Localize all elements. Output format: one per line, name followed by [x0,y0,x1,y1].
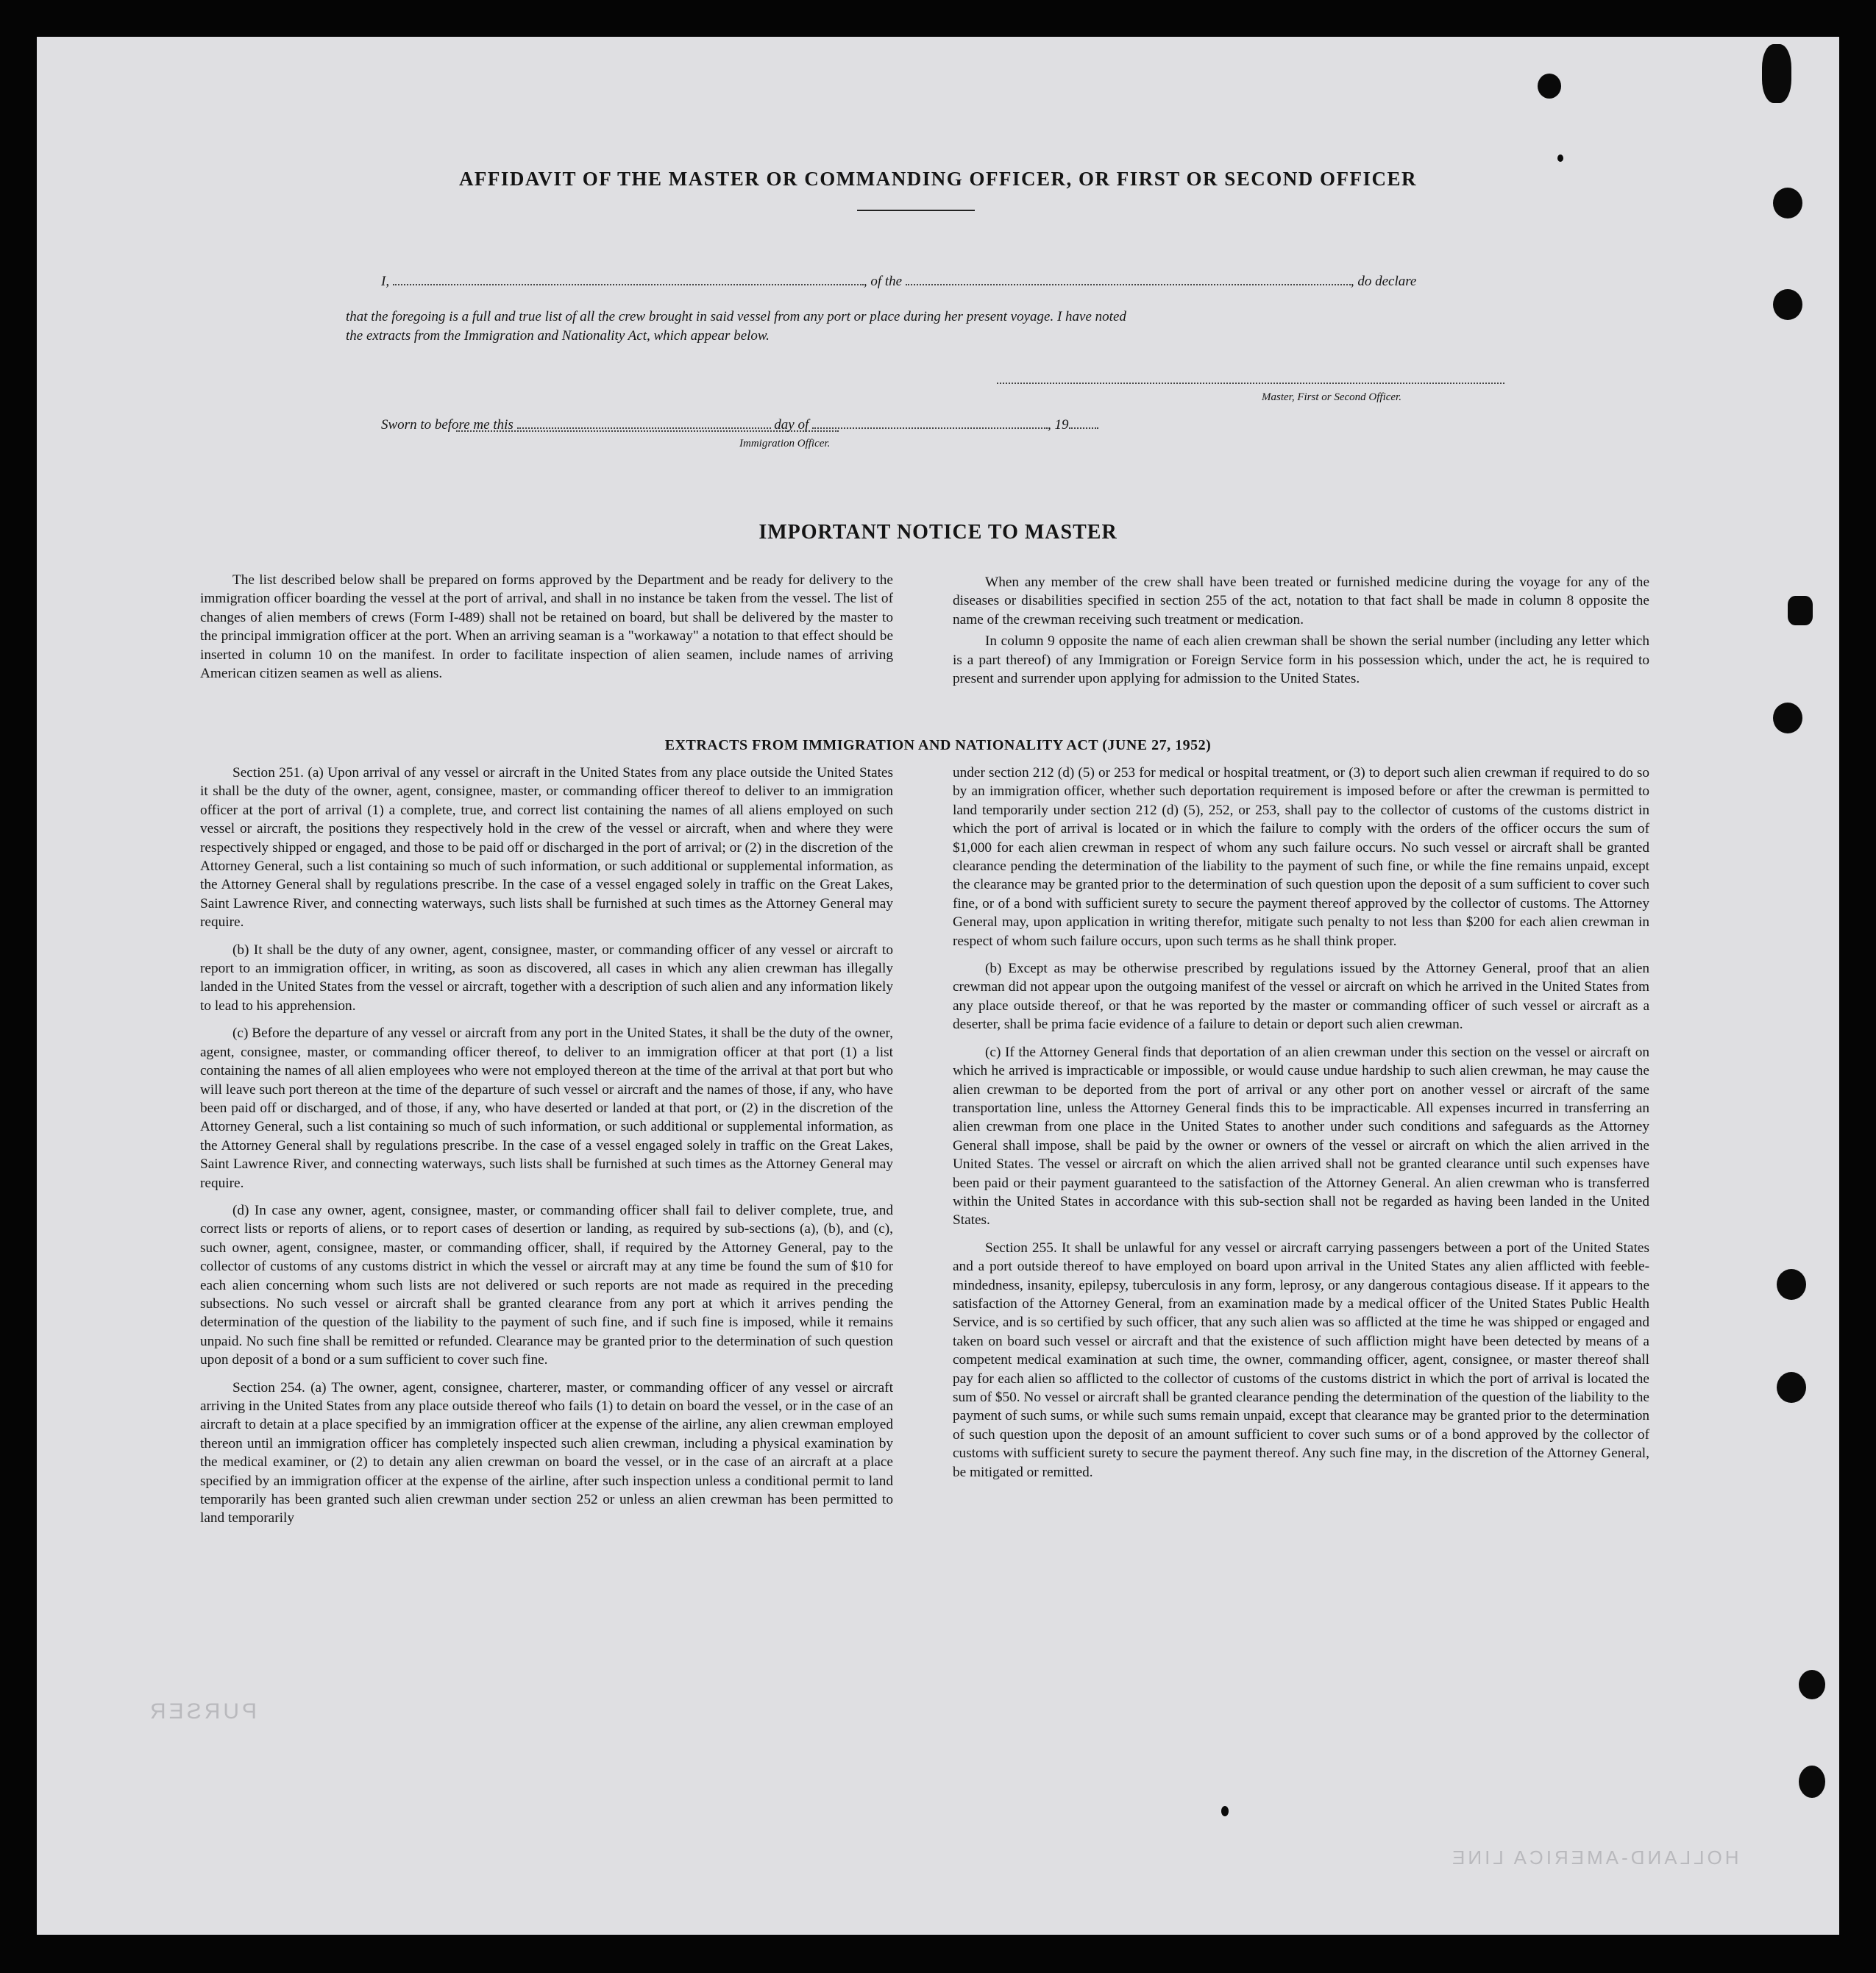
year-field[interactable] [1069,414,1098,429]
show-through-text-1: PURSER [147,1699,257,1724]
statement-line-1: that the foregoing is a full and true list of all the crew brought in said vessel from any port or place during her present voyage. I have noted [346,309,1126,324]
day-of-label: day of [774,417,809,433]
section-254a: Section 254. (a) The owner, agent, consignee, charterer, master, or commanding officer of any vessel or aircraft arriving in the United States from any place outside thereof who fails (1) to detain on board the vessel, or in the case of an aircraft to detain at a place specified by an immigration officer at the expense of the airline, any alien crewman employed thereon until an immigration officer has completely inspected such alien crewman, including a physical examination by the medical examiner, or (2) to detain any alien crewman on board the vessel, or in the case of an aircraft at a place specified by an immigration officer at the expense of the airline, after such inspection unless a conditional permit to land temporarily has been granted such alien crewman under section 252 or unless an alien crewman has been permitted to land temporarily [200,1379,893,1526]
section-254b: (b) Except as may be otherwise prescribed by regulations issued by the Attorney General, proof that an alien crewman did not appear upon the outgoing manifest of the vessel or aircraft on which he arrived in the United States from any place outside thereof, or that he was reported by the master or commanding officer of such vessel or aircraft as a deserter, shall be prima facie evidence of a failure to detain or deport such alien crewman. [953,961,1649,1033]
officer-caption: Immigration Officer. [739,438,831,449]
section-254a-continued: under section 212 (d) (5) or 253 for medical or hospital treatment, or (3) to deport such alien crewman if required to do so by an immigration officer, whether such deportation requirement is imposed before or after the crewman is permitted to land temporarily under section 212 (d) (5), 252, or 253, shall pay to the collector of customs of the customs district in which the port of arrival is located or in which the failure to comply with the orders of the officer occurs the sum of $1,000 for each alien crewman in respect of whom any such failure occurs. No such vessel or aircraft shall be granted clearance pending the determination of the liability to the payment of such fine, or while the fine remains unpaid, except the clearance may be granted prior to the determination of such question upon the deposit of a sum sufficient to cover such fine, or of a bond with sufficient surety to secure the payment thereof approved by the collector of customs. The Attorney General may, upon application in writing therefor, mitigate such penalty to not less than $200 for each alien crewman in respect of whom such failure occurs, upon such terms as he shall think proper. [953,765,1649,949]
notice-title: IMPORTANT NOTICE TO MASTER [758,521,1118,544]
title-rule [857,210,975,211]
document-page [37,37,1839,1935]
punch-hole-4 [1773,703,1802,733]
notice-right-column [953,573,1649,691]
punch-hole-3 [1773,289,1802,320]
year-label: , 19 [1048,417,1069,433]
notice-left-column [200,571,893,686]
extracts-title: EXTRACTS FROM IMMIGRATION AND NATIONALITY ACT (JUNE 27, 1952) [664,737,1212,753]
punch-hole-6 [1777,1372,1806,1403]
declare-label: , do declare [1350,274,1417,289]
section-251a: Section 251. (a) Upon arrival of any vessel or aircraft in the United States from any place outside the United States it shall be the duty of the owner, agent, consignee, master, or commanding officer thereof to deliver to an immigration officer at the port of arrival (1) a complete, true, and correct list containing the names of all aliens employed on such vessel or aircraft, the positions they respectively hold in the crew of the vessel or aircraft, when and where they were respectively shipped or engaged, and those to be paid off or discharged in the port of arrival; or (2) in the discretion of the Attorney General, such a list containing so much of such information, or such additional or supplemental information, as the Attorney General shall by regulations prescribe. In the case of a vessel engaged solely in traffic on the Great Lakes, Saint Lawrence River, and connecting waterways, such lists shall be furnished at such times as the Attorney General may require. [200,765,893,931]
declaration-line [381,271,1416,290]
statement-line-2: the extracts from the Immigration and Nationality Act, which appear below. [346,328,770,344]
i-label: I, [381,274,390,289]
notice-right-paragraph: In column 9 opposite the name of each alien crewman shall be shown the serial number (including any letter which is a part thereof) of any Immigration or Foreign Service form in his possession which, under the act, he is required to present and surrender upon applying for admission to the United States. [953,633,1649,687]
section-251c: (c) Before the departure of any vessel or aircraft from any port in the United States, it shall be the duty of the owner, agent, consignee, master, or commanding officer thereof, to deliver to an immigration officer at that port (1) a list containing the names of all alien employees who were not employed thereon at the time of the arrival at that port but who will leave such port thereon at the time of the departure of such vessel or aircraft and the names of those, if any, who have been paid off or discharged, and of those, if any, who have deserted or landed at that port, or (2) in the discretion of the Attorney General, such a list containing so much of such information, or such additional or supplemental information, as the Attorney General shall by regulations prescribe. In the case of a vessel engaged solely in traffic on the Great Lakes, Saint Lawrence River, and connecting waterways, such lists shall be furnished at such times as the Attorney General may require. [200,1025,893,1191]
edge-tear-mark [1762,44,1791,103]
ink-dot-2 [1221,1806,1229,1816]
master-signature-line[interactable] [997,383,1504,384]
affidavit-title: AFFIDAVIT OF THE MASTER OR COMMANDING OFFICER, OR FIRST OR SECOND OFFICER [458,168,1418,190]
ink-dot-1 [1557,154,1563,162]
punch-hole-2 [1773,188,1802,218]
section-255: Section 255. It shall be unlawful for any vessel or aircraft carrying passengers between a port of the United States and a port outside thereof to have employed on board upon arrival in the United States any alien afflicted with feeble-mindedness, insanity, epilepsy, tuberculosis in any form, leprosy, or any dangerous contagious disease. If it appears to the satisfaction of the Attorney General, from an examination made by a medical officer of the United States Public Health Service, and is so certified by such officer, that any such alien was so afflicted at the time he was shipped or engaged and taken on board such vessel or aircraft and that the existence of such affliction might have been detected by means of a competent medical examination at such time, the owner, commanding officer, agent, consignee, or master thereof shall pay for each alien so afflicted to the collector of customs of the customs district in which the port of arrival is located the sum of $50. No vessel or aircraft shall be granted clearance pending the determination of the question of the liability to the payment of such sums, or while such sums remain unpaid, except that clearance may be granted prior to the determination of such question upon the deposit of an amount sufficient to cover such sums or of a bond approved by the collector of customs with sufficient surety to secure the payment thereof. Any such fine may, in the discretion of the Attorney General, be mitigated or remitted. [953,1240,1649,1480]
extracts-right-column [953,764,1649,1490]
punch-hole-8 [1799,1766,1825,1798]
sworn-label: Sworn to before me this [381,417,514,433]
day-field[interactable] [517,414,771,429]
section-254c: (c) If the Attorney General finds that deportation of an alien crewman under this section on the vessel or aircraft on which he arrived is impracticable or impossible, or would cause undue hardship to such alien crewman, he may cause the alien crewman to be deported from the port of arrival or any other port on another vessel or aircraft of the same transportation line, unless the Attorney General finds this to be impracticable. All expenses incurred in transferring an alien crewman from one place in the United States to another under such conditions and safeguards as the Attorney General shall impose, shall be paid by the owner or owners of the vessel or aircraft on which the alien arrived in the United States. The vessel or aircraft on which the alien arrived shall not be granted clearance until such expenses have been paid or their payment guaranteed to the satisfaction of the Attorney General. An alien crewman who is transferred within the United States in accordance with this sub-section shall not be regarded as having been landed in the United States. [953,1044,1649,1229]
show-through-text-2: HOLLAND-AMERICA LINE [1449,1846,1739,1869]
section-251b: (b) It shall be the duty of any owner, agent, consignee, master, or commanding officer of any vessel or aircraft to report to an immigration officer, in writing, as soon as discovered, all cases in which any alien crewman has illegally landed in the United States from the vessel or aircraft, together with a description of such alien and any information likely to lead to his apprehension. [200,942,893,1014]
punch-hole-7 [1799,1670,1825,1699]
vessel-field[interactable] [906,271,1351,285]
extracts-left-column [200,764,893,1537]
officer-signature-line[interactable] [456,430,839,432]
punch-hole-1 [1538,74,1561,99]
section-251d: (d) In case any owner, agent, consignee, master, or commanding officer shall fail to deliver complete, true, and correct lists or reports of aliens, or to report cases of desertion or landing, as required by sub-sections (a), (b), and (c), such owner, agent, consignee, master, or commanding officer, shall, if required by the Attorney General, pay to the collector of customs of any customs district in which the vessel or aircraft may at any time be found the sum of $10 for each alien concerning whom such lists are not delivered or such reports are not made as required in the preceding subsections. No such vessel or aircraft shall be granted clearance from any port at which it arrives pending the determination of the question of the liability to the payment of such fine, and if such fine is imposed, while it remains unpaid. No such fine shall be remitted or refunded. Clearance may be granted prior to the determination of such question upon deposit of a bond or a sum sufficient to cover such fine. [200,1202,893,1368]
notice-right-paragraph: When any member of the crew shall have been treated or furnished medicine during the voyage for any of the diseases or disabilities specified in section 255 of the act, notation to that fact shall be made in column 8 opposite the name of the crewman receiving such treatment or medication. [953,575,1649,628]
punch-hole-5 [1777,1269,1806,1300]
name-field[interactable] [393,271,864,285]
month-field[interactable] [812,414,1048,429]
master-caption: Master, First or Second Officer. [1262,391,1401,403]
of-the-label: , of the [863,274,903,289]
notice-left-paragraph: The list described below shall be prepared on forms approved by the Department and be ready for delivery to the immigration officer boarding the vessel at the port of arrival, and shall in no instance be taken from the vessel. The list of changes of alien members of crews (Form I-489) shall not be retained on board, but shall be delivered by the master to the principal immigration officer at the port. When an arriving seaman is a "workaway" a notation to that effect should be inserted in column 10 on the manifest. In order to facilitate inspection of alien seamen, include names of arriving American citizen seamen as well as aliens. [200,572,893,682]
edge-fold-mark [1788,596,1813,625]
